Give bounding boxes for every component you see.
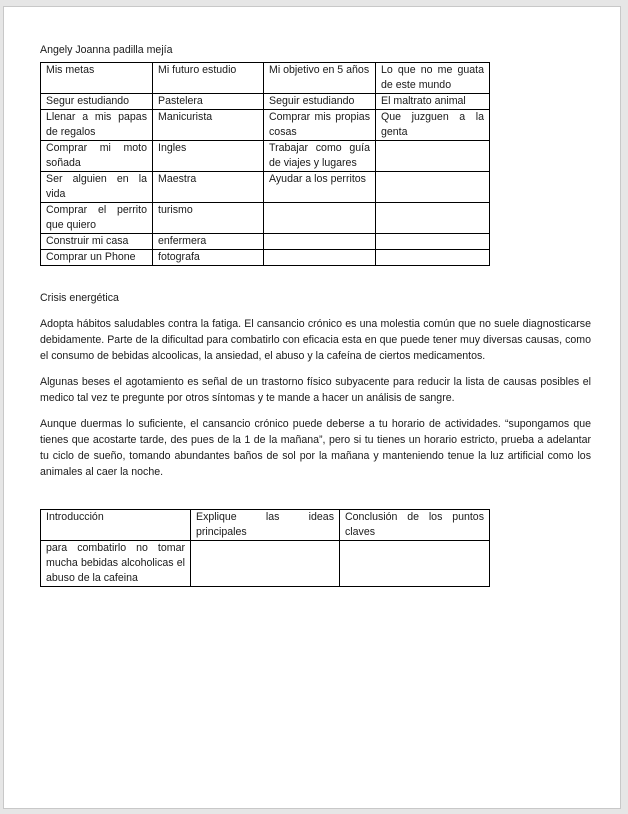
- goals-table: [40, 62, 490, 266]
- document-page: [3, 6, 621, 809]
- table-cell: para combatirlo no tomar mucha bebidas alcoholicas el abuso de la cafeina: [41, 541, 191, 587]
- table-cell: [376, 141, 490, 172]
- table-cell: Maestra: [153, 172, 264, 203]
- table-header-cell: Conclusión de los puntos claves: [340, 510, 490, 541]
- table-cell: Ingles: [153, 141, 264, 172]
- table-cell: [264, 250, 376, 266]
- table-row: [41, 510, 490, 541]
- table-row: [41, 141, 490, 172]
- table-cell: Ayudar a los perritos: [264, 172, 376, 203]
- table-header-cell: Introducción: [41, 510, 191, 541]
- table-row: [41, 203, 490, 234]
- section-title: Crisis energética: [40, 292, 119, 304]
- table-header-cell: Explique las ideas principales: [191, 510, 340, 541]
- table-cell: Comprar un Phone: [41, 250, 153, 266]
- table-cell: turismo: [153, 203, 264, 234]
- paragraph: Aunque duermas lo suficiente, el cansancio crónico puede deberse a tu horario de actividades. “supongamos que tienes que acostarte tarde, des pues de la 1 de la mañana”, pero si tu tienes un horario estricto, prueba a adelantar tu ciclo de sueño, tomando abundantes baños de sol por la mañana y manteniendo tenue la luz artificial como los animales al caer la noche.: [40, 418, 591, 478]
- paragraph: Adopta hábitos saludables contra la fatiga. El cansancio crónico es una molestia común que no suele diagnosticarse debidamente. Parte de la dificultad para combatirlo con eficacia esta en que puede tener muy diversas causas, como el consumo de bebidas alcoolicas, la ansiedad, el abuso y la cafeína de ciertos medicamentos.: [40, 318, 591, 362]
- paragraph: Algunas beses el agotamiento es señal de un trastorno físico subyacente para reducir la lista de causas posibles el medico tal vez te pregunte por otros síntomas y te mande a hacer un análisis de sangre.: [40, 376, 591, 404]
- author-name: Angely Joanna padilla mejía: [40, 44, 173, 56]
- table-cell: Llenar a mis papas de regalos: [41, 110, 153, 141]
- table-cell: Segur estudiando: [41, 94, 153, 110]
- table-cell: Que juzguen a la genta: [376, 110, 490, 141]
- table-row: [41, 172, 490, 203]
- table-header-cell: Lo que no me guata de este mundo: [376, 63, 490, 94]
- summary-table: [40, 509, 490, 587]
- table-cell: enfermera: [153, 234, 264, 250]
- table-cell: [376, 234, 490, 250]
- table-header-cell: Mi futuro estudio: [153, 63, 264, 94]
- table-cell: [191, 541, 340, 587]
- table-cell: Comprar mi moto soñada: [41, 141, 153, 172]
- table-row: [41, 234, 490, 250]
- table-row: [41, 110, 490, 141]
- table-cell: Pastelera: [153, 94, 264, 110]
- table-cell: [264, 234, 376, 250]
- table-cell: Trabajar como guía de viajes y lugares: [264, 141, 376, 172]
- table-header-cell: Mi objetivo en 5 años: [264, 63, 376, 94]
- table-row: [41, 63, 490, 94]
- table-cell: Seguir estudiando: [264, 94, 376, 110]
- table-cell: [376, 250, 490, 266]
- document-body: [40, 43, 591, 587]
- table-row: [41, 541, 490, 587]
- table-cell: Ser alguien en la vida: [41, 172, 153, 203]
- table-row: [41, 94, 490, 110]
- table-cell: [264, 203, 376, 234]
- table-cell: Manicurista: [153, 110, 264, 141]
- table-cell: Construir mi casa: [41, 234, 153, 250]
- table-cell: [376, 203, 490, 234]
- table-header-cell: Mis metas: [41, 63, 153, 94]
- table-cell: El maltrato animal: [376, 94, 490, 110]
- table-cell: fotografa: [153, 250, 264, 266]
- table-cell: [340, 541, 490, 587]
- table-cell: Comprar el perrito que quiero: [41, 203, 153, 234]
- table-cell: Comprar mis propias cosas: [264, 110, 376, 141]
- table-cell: [376, 172, 490, 203]
- table-row: [41, 250, 490, 266]
